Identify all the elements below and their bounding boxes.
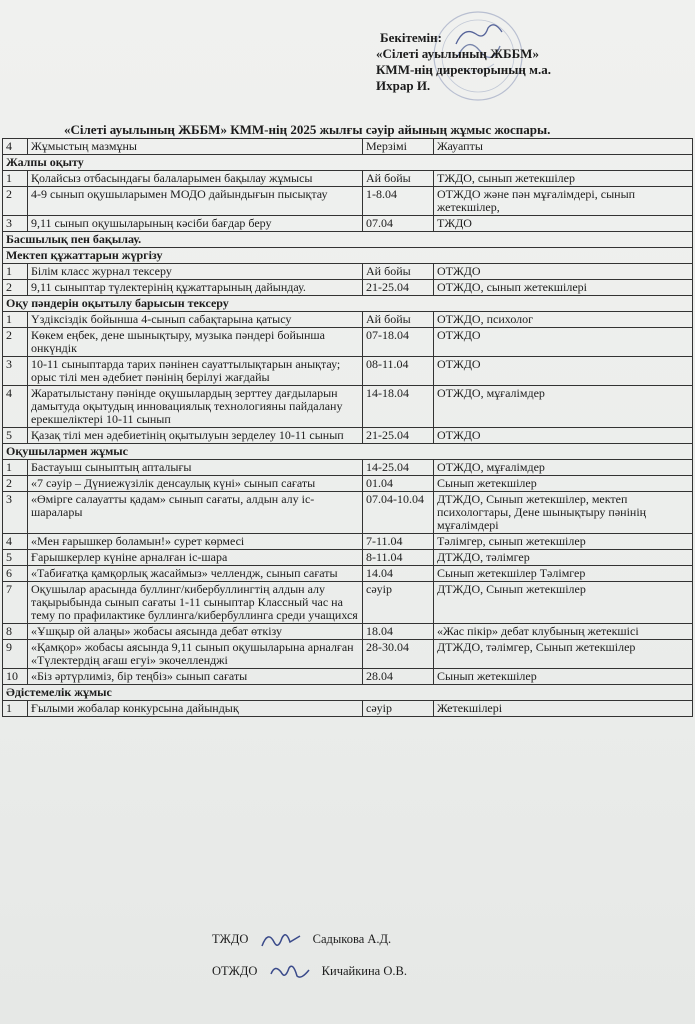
row-number: 1 [3,460,28,476]
section-title: Оқушылармен жұмыс [3,444,693,460]
table-row [3,582,693,624]
approval-line-3: КММ-нің директорының м.а. [376,62,552,77]
row-content: «Ұшқыр ой алаңы» жобасы аясында дебат өткізу [28,624,363,640]
signature-line-2 [212,960,407,984]
table-row [3,312,693,328]
row-number: 4 [3,386,28,428]
row-date: 28-30.04 [363,640,434,669]
row-date: 21-25.04 [363,428,434,444]
table-row [3,640,693,669]
row-number: 1 [3,171,28,187]
row-content: 10-11 сыныптарда тарих пәнінен сауаттылықтарын анықтау; орыс тілі мен әдебиет пәнінің берілуі жағдайы [28,357,363,386]
row-content: 4-9 сынып оқушыларымен МОДО дайындығын пысықтау [28,187,363,216]
signature-name: Садыкова А.Д. [312,931,392,946]
row-responsible: ОТЖДО, мұғалімдер [434,460,693,476]
row-responsible: Сынып жетекшілер Тәлімгер [434,566,693,582]
section-row [3,232,693,248]
approval-block [372,30,672,94]
row-content: Жаратылыстану пәнінде оқушылардың зерттеу дағдыларын дамытуда оқытудың инновациялық технологияны пайдалану ерекшеліктері 10-11 сынып [28,386,363,428]
approval-line-1: Бекітемін: [380,30,442,45]
handwritten-signature-image [258,928,304,952]
row-number: 10 [3,669,28,685]
row-number: 1 [3,701,28,717]
row-number: 5 [3,550,28,566]
table-row [3,171,693,187]
row-responsible: Сынып жетекшілер [434,669,693,685]
row-content: 9,11 сынып оқушыларының кәсіби бағдар беру [28,216,363,232]
row-number: 3 [3,216,28,232]
header-resp: Жауапты [434,139,693,155]
row-responsible: ОТЖДО, сынып жетекшілері [434,280,693,296]
section-title: Оқу пәндерін оқытылу барысын тексеру [3,296,693,312]
row-content: «7 сәуір – Дүниежүзілік денсаулық күні» сынып сағаты [28,476,363,492]
row-content: «Қамқор» жобасы аясында 9,11 сынып оқушыларына арналған «Түлектердің ағаш егуі» экочелленджі [28,640,363,669]
document-title: «Сілеті ауылының ЖББМ» КММ-нің 2025 жылғы сәуір айының жұмыс жоспары. [64,122,551,137]
row-responsible: ТЖДО [434,216,693,232]
row-date: 07.04-10.04 [363,492,434,534]
row-number: 4 [3,534,28,550]
table-row [3,280,693,296]
section-title: Әдістемелік жұмыс [3,685,693,701]
row-number: 8 [3,624,28,640]
table-row [3,328,693,357]
row-content: Бастауыш сыныптың апталығы [28,460,363,476]
row-date: Ай бойы [363,312,434,328]
row-number: 2 [3,187,28,216]
row-content: «Табиғатқа қамқорлық жасаймыз» челлендж, сынып сағаты [28,566,363,582]
table-row [3,534,693,550]
header-content: Жұмыстың мазмұны [28,139,363,155]
table-row [3,428,693,444]
row-responsible: «Жас пікір» дебат клубының жетекшісі [434,624,693,640]
table-row [3,566,693,582]
row-content: «Мен ғарышкер боламын!» сурет көрмесі [28,534,363,550]
row-responsible: ОТЖДО [434,328,693,357]
row-number: 1 [3,264,28,280]
row-content: Қолайсыз отбасындағы балаларымен бақылау жұмысы [28,171,363,187]
table-row [3,550,693,566]
row-responsible: ДТЖДО, Сынып жетекшілер, мектеп психологтары, Дене шынықтыру пәнінің мұғалімдері [434,492,693,534]
row-responsible: ОТЖДО, психолог [434,312,693,328]
table-row [3,669,693,685]
section-title: Жалпы оқыту [3,155,693,171]
table-row [3,492,693,534]
row-content: 9,11 сыныптар түлектерінің құжаттарының дайындау. [28,280,363,296]
signature-role: ОТЖДО [212,963,258,978]
row-responsible: ОТЖДО [434,264,693,280]
signature-name: Кичайкина О.В. [321,963,407,978]
row-responsible: Жетекшілері [434,701,693,717]
header-num: 4 [3,139,28,155]
row-content: Оқушылар арасында буллинг/кибербуллингтің алдын алу тақырыбында сынып сағаты 1-11 сыныптар Классный час на тему по прафилактике буллинга/кибербуллинга среди учащихся [28,582,363,624]
row-date: 07.04 [363,216,434,232]
approval-line-4: Ихрар И. [376,78,431,93]
row-responsible: Тәлімгер, сынып жетекшілер [434,534,693,550]
section-row [3,248,693,264]
row-date: 01.04 [363,476,434,492]
handwritten-signature-image [267,960,313,984]
row-content: Ғарышкерлер күніне арналған іс-шара [28,550,363,566]
row-number: 6 [3,566,28,582]
section-title: Мектеп құжаттарын жүргізу [3,248,693,264]
table-row [3,476,693,492]
table-row [3,701,693,717]
row-date: сәуір [363,582,434,624]
section-row [3,685,693,701]
row-content: «Өмірге салауатты қадам» сынып сағаты, алдын алу іс-шаралары [28,492,363,534]
row-date: 14.04 [363,566,434,582]
row-date: 14-18.04 [363,386,434,428]
row-date: 07-18.04 [363,328,434,357]
row-date: Ай бойы [363,264,434,280]
row-number: 3 [3,357,28,386]
row-responsible: ТЖДО, сынып жетекшілер [434,171,693,187]
row-date: 14-25.04 [363,460,434,476]
row-date: 1-8.04 [363,187,434,216]
row-number: 1 [3,312,28,328]
table-row [3,264,693,280]
work-plan-table [2,138,693,717]
row-number: 7 [3,582,28,624]
table-row [3,460,693,476]
section-title: Басшылық пен бақылау. [3,232,693,248]
row-responsible: ДТЖДО, тәлімгер [434,550,693,566]
row-number: 2 [3,280,28,296]
row-date: 8-11.04 [363,550,434,566]
row-content: Үздіксіздік бойынша 4-сынып сабақтарына қатысу [28,312,363,328]
row-date: Ай бойы [363,171,434,187]
row-number: 5 [3,428,28,444]
section-row [3,444,693,460]
section-row [3,296,693,312]
work-plan-body [3,139,693,717]
row-responsible: ДТЖДО, Сынып жетекшілер [434,582,693,624]
row-date: 08-11.04 [363,357,434,386]
row-date: 21-25.04 [363,280,434,296]
row-number: 3 [3,492,28,534]
signature-role: ТЖДО [212,931,249,946]
row-date: сәуір [363,701,434,717]
row-number: 2 [3,476,28,492]
row-responsible: ОТЖДО және пән мұғалімдері, сынып жетекшілер, [434,187,693,216]
table-row [3,357,693,386]
row-responsible: ОТЖДО, мұғалімдер [434,386,693,428]
row-responsible: ОТЖДО [434,428,693,444]
row-date: 7-11.04 [363,534,434,550]
table-header-row [3,139,693,155]
approval-line-2: «Сілеті ауылының ЖББМ» [376,46,539,61]
signature-line-1 [212,928,391,952]
table-row [3,216,693,232]
row-content: Ғылыми жобалар конкурсына дайындық [28,701,363,717]
row-responsible: ДТЖДО, тәлімгер, Сынып жетекшілер [434,640,693,669]
row-date: 28.04 [363,669,434,685]
table-row [3,187,693,216]
row-content: Білім класс журнал тексеру [28,264,363,280]
row-date: 18.04 [363,624,434,640]
row-content: Қазақ тілі мен әдебиетінің оқытылуын зерделеу 10-11 сынып [28,428,363,444]
row-number: 2 [3,328,28,357]
row-responsible: ОТЖДО [434,357,693,386]
row-content: «Біз әртүрлиміз, бір теңбіз» сынып сағаты [28,669,363,685]
row-number: 9 [3,640,28,669]
header-date: Мерзімі [363,139,434,155]
row-content: Көкем еңбек, дене шынықтыру, музыка пәндері бойынша онкүндік [28,328,363,357]
table-row [3,386,693,428]
table-row [3,624,693,640]
section-row [3,155,693,171]
row-responsible: Сынып жетекшілер [434,476,693,492]
